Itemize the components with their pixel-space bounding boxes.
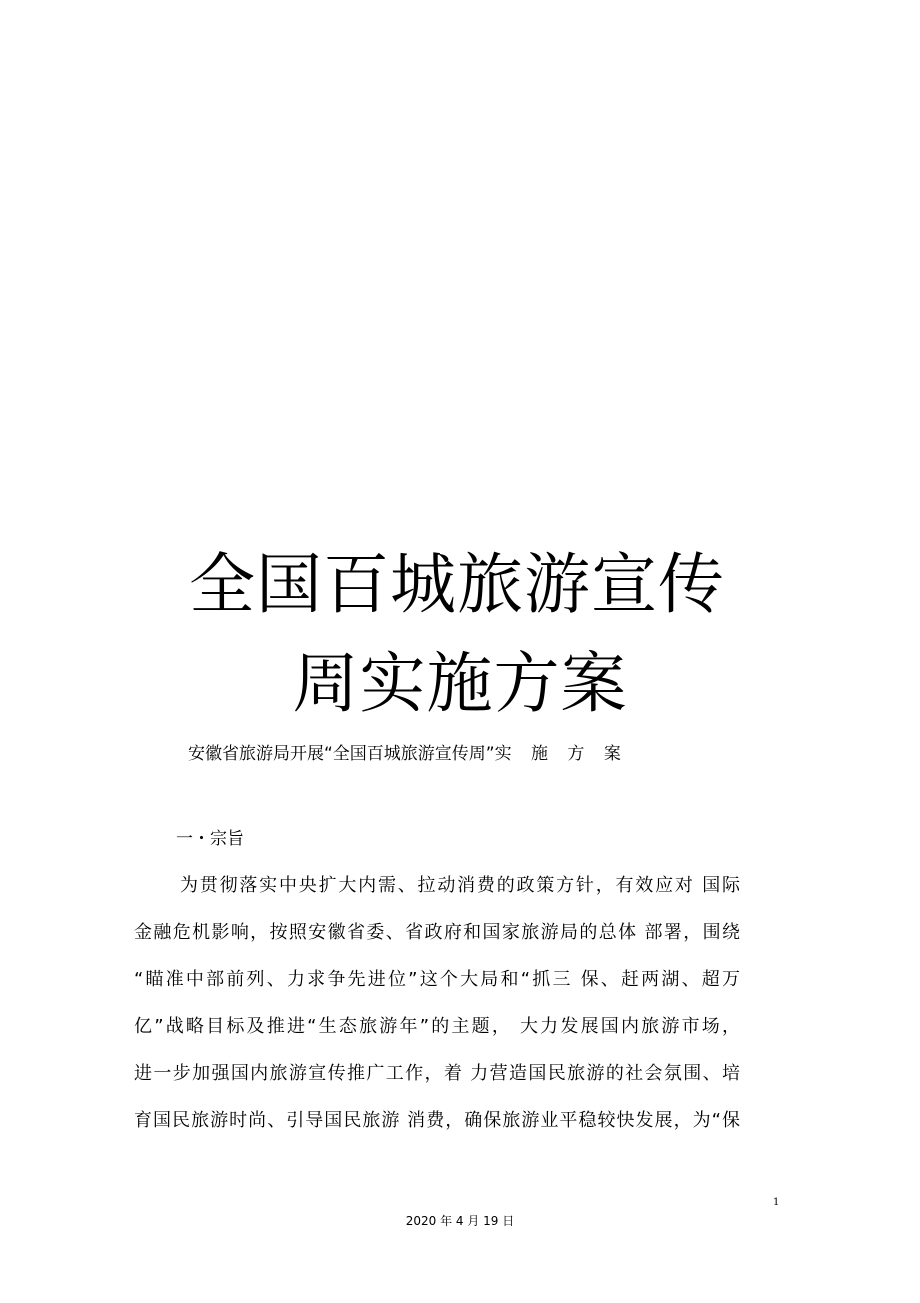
page-number: 1 [773, 1197, 780, 1208]
document-subtitle [188, 740, 628, 768]
paragraph-line: 为贯彻落实中央扩大内需、拉动消费的政策方针，有效应对 国际 [180, 875, 740, 896]
subtitle-tail: 实 施 方 案 [494, 744, 628, 764]
paragraph-line: 亿”战略目标及推进“生态旅游年”的主题， 大力发展国内旅游市场， [134, 1016, 740, 1037]
paragraph-line: “瞄准中部前列、力求争先进位”这个大局和“抓三 保、赶两湖、超万 [134, 969, 740, 990]
section-heading-purpose: 一・宗旨 [176, 829, 244, 849]
subtitle-main: 安徽省旅游局开展“全国百城旅游宣传周” [188, 744, 495, 764]
footer-date: 2020 年 4 月 19 日 [405, 1214, 515, 1228]
document-title-line-1: 全国百城旅游宣传 [189, 546, 725, 623]
paragraph-line: 进一步加强国内旅游宣传推广工作，着 力营造国民旅游的社会氛围、培 [134, 1063, 740, 1084]
paragraph-line: 育国民旅游时尚、引导国民旅游 消费，确保旅游业平稳较快发展，为“保 [134, 1110, 740, 1131]
document-title-line-2: 周实施方案 [292, 645, 628, 722]
paragraph-line: 金融危机影响，按照安徽省委、省政府和国家旅游局的总体 部署，围绕 [134, 922, 740, 943]
